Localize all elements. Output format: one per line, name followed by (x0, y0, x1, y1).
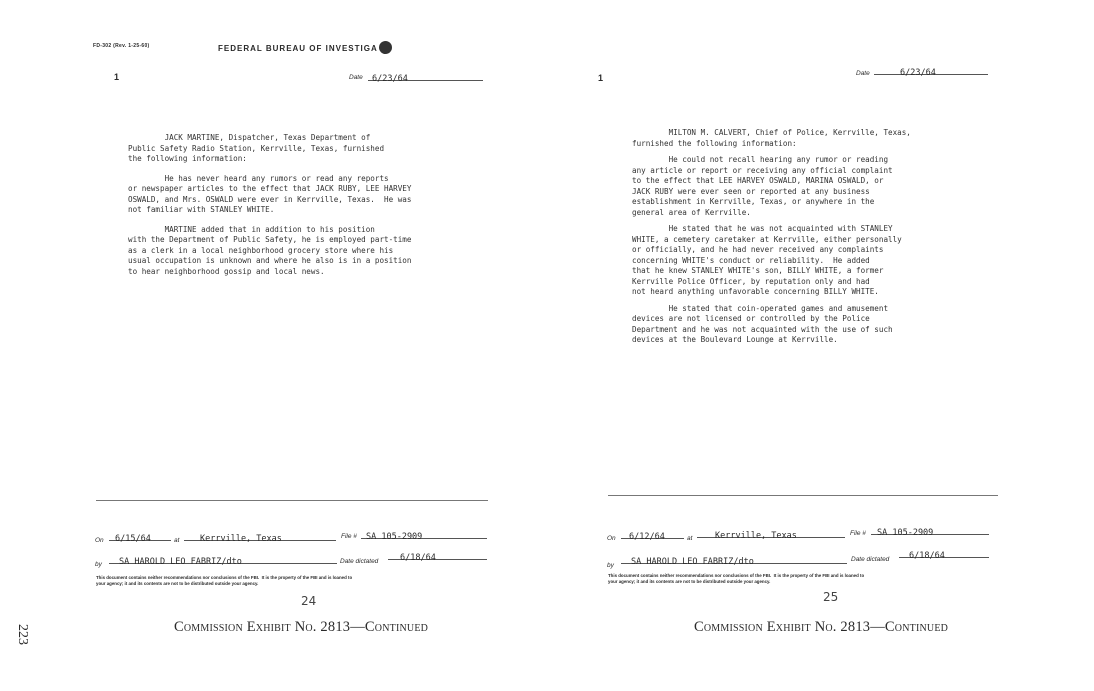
interview-date-field (621, 526, 684, 542)
page-marker: 1 (598, 73, 604, 83)
handwritten-page-number: 24 (301, 594, 317, 608)
body-paragraph-4: He stated that coin-operated games and amusement devices are not licensed or controlled by the Police Department and he was not acquainted with the use of such devices at the Boulevard Lounge at Kerrville. (632, 303, 893, 344)
body-paragraph-3: He stated that he was not acquainted with STANLEY WHITE, a cemetery caretaker at Kerrville, either personally or officially, and he had never received any complaints concerning WHITE's conduct or reliability. He added that he knew STANLEY WHITE's son, BILLY WHITE, a former Kerrville Police Officer, by reputation only and had not heard anything unfavorable concerning BILLY WHITE. (632, 224, 902, 296)
file-number-field (361, 526, 487, 542)
file-label: File # (850, 530, 866, 537)
body-paragraph-1: MILTON M. CALVERT, Chief of Police, Kerrville, Texas, furnished the following information: (632, 128, 911, 148)
location: Kerrville, Texas (200, 534, 282, 544)
interview-date: 6/12/64 (629, 532, 665, 542)
interview-date-field (109, 528, 171, 544)
file-label: File # (341, 533, 357, 540)
file-number: SA 105-2909 (366, 532, 423, 542)
agency-header (218, 41, 392, 54)
body-paragraph-2: He has never heard any rumors or read any reports or newspaper articles to the effect that JACK RUBY, LEE HARVEY OSWALD, and Mrs. OSWALD were ever in Kerrville, Texas. He was not familiar with STANLEY WHITE. (128, 173, 412, 214)
footer-divider (96, 500, 488, 501)
date-field (368, 68, 483, 84)
right-fbi-report (547, 0, 1094, 691)
on-label: On (95, 537, 104, 544)
agent-name: SA HAROLD LEO FABRIZ/dto (119, 557, 242, 567)
form-number: FD-302 (Rev. 1-25-60) (93, 43, 150, 49)
report-body (128, 133, 448, 277)
disclaimer: This document contains neither recommendations nor conclusions of the FBI. It is the property of the FBI and is loaned to your agency; it and its contents are not to be distributed outside your agency. (96, 575, 353, 586)
date-value: 6/23/64 (372, 74, 408, 84)
disclaimer: This document contains neither recommendations nor conclusions of the FBI. It is the property of the FBI and is loaned to your agency; it and its contents are not to be distributed outside your agency. (608, 573, 865, 584)
location-field (184, 528, 336, 544)
handwritten-page-number: 25 (823, 590, 839, 604)
at-label: at (687, 535, 693, 542)
date-field (874, 62, 988, 78)
date-label: Date (856, 70, 870, 77)
by-label: by (607, 562, 614, 569)
fbi-seal-icon (379, 41, 392, 54)
exhibit-caption: Commission Exhibit No. 2813—Continued (174, 619, 429, 635)
file-number: SA 105-2909 (877, 528, 934, 538)
body-paragraph-1: JACK MARTINE, Dispatcher, Texas Department of Public Safety Radio Station, Kerrville, Texas, furnished the following information: (128, 133, 385, 163)
on-label: On (607, 535, 616, 542)
date-dictated-field (899, 545, 989, 561)
date-dictated: 6/18/64 (400, 553, 436, 563)
agency-header-text: FEDERAL BUREAU OF INVESTIGA (218, 44, 378, 53)
location: Kerrville, Texas (715, 531, 797, 541)
interview-date: 6/15/64 (115, 534, 151, 544)
report-body (632, 128, 932, 346)
date-dictated-label: Date dictated (340, 558, 379, 565)
date-dictated-field (388, 547, 487, 563)
by-label: by (95, 561, 102, 568)
date-dictated: 6/18/64 (909, 551, 945, 561)
location-field (697, 525, 845, 541)
body-paragraph-3: MARTINE added that in addition to his position with the Department of Public Safety, he is employed part-time as a clerk in a local neighborhood grocery store where his usual occupation is unknown and where he also is in a position to hear neighborhood gossip and local news. (128, 224, 412, 276)
footer-divider (608, 495, 998, 496)
date-dictated-label: Date dictated (851, 556, 890, 563)
page-marker: 1 (114, 72, 120, 82)
agent-field (621, 551, 847, 567)
file-number-field (871, 522, 989, 538)
volume-page-number: 223 (15, 624, 30, 645)
date-label: Date (349, 74, 363, 81)
body-paragraph-2: He could not recall hearing any rumor or reading any article or report or receiving any official complaint to the effect that LEE HARVEY OSWALD, MARINA OSWALD, or JACK RUBY were ever seen or reported at any business establishment in Kerrville, Texas, or anywhere in the general area of Kerrville. (632, 155, 893, 217)
at-label: at (174, 537, 180, 544)
date-value: 6/23/64 (900, 68, 936, 78)
agent-field (109, 551, 337, 567)
exhibit-caption: Commission Exhibit No. 2813—Continued (694, 619, 949, 635)
agent-name: SA HAROLD LEO FABRIZ/dto (631, 557, 754, 567)
